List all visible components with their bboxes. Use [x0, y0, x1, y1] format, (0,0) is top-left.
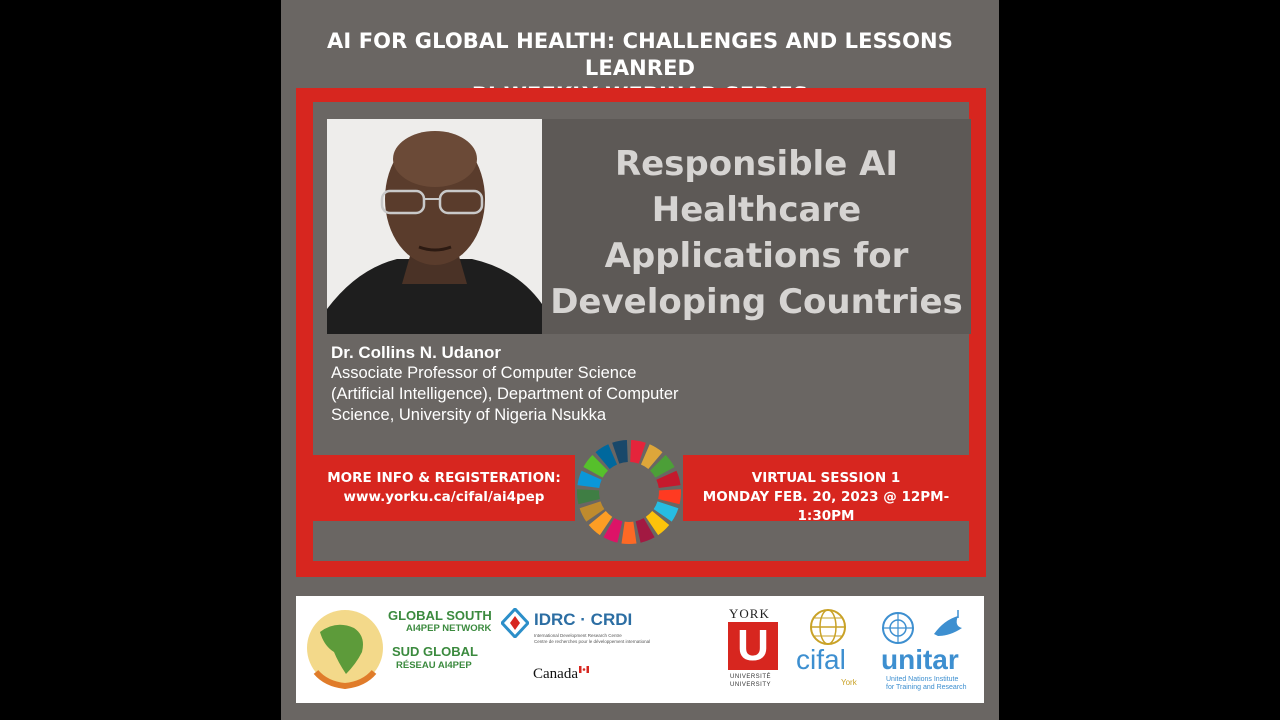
- speaker-portrait-image: [327, 119, 542, 334]
- unitar-sub1: United Nations Institute: [886, 676, 959, 683]
- red-frame: [296, 88, 986, 577]
- talk-title: [542, 141, 971, 325]
- webinar-poster: [281, 0, 999, 720]
- canada-flag-icon: [579, 666, 589, 673]
- cifal-sub: York: [841, 678, 857, 687]
- speaker-affiliation-line: (Artificial Intelligence), Department of Computer: [331, 385, 679, 403]
- cifal-wordmark: cifal: [796, 644, 846, 675]
- unitar-sub2: for Training and Research: [886, 684, 967, 691]
- sdg-wheel-icon: [576, 439, 682, 545]
- speaker-affiliation-line: Science, University of Nigeria Nsukka: [331, 406, 607, 424]
- canada-wordmark: Canada: [533, 666, 578, 682]
- gs-line1: GLOBAL SOUTH: [388, 608, 492, 623]
- dove-icon: [928, 606, 968, 646]
- talk-title-line: Applications for: [604, 236, 909, 276]
- session-band: [683, 455, 969, 524]
- global-south-globe-icon: [306, 602, 384, 694]
- york-u-logo: U: [728, 622, 778, 670]
- talk-title-line: Healthcare: [651, 190, 862, 230]
- speaker-name: Dr. Collins N. Udanor: [331, 343, 502, 362]
- sdg-wheel-segment: [621, 522, 636, 544]
- talk-title-line: Developing Countries: [550, 282, 963, 322]
- registration-label: MORE INFO & REGISTERATION:: [327, 470, 561, 486]
- gs-line3: SUD GLOBAL: [392, 644, 478, 659]
- speaker-info: [331, 342, 679, 426]
- york-wordmark: YORK: [729, 606, 770, 621]
- idrc-subtitle: International Development Research Centre: [534, 633, 622, 638]
- registration-band: [313, 455, 575, 521]
- speaker-photo: [327, 119, 542, 334]
- idrc-leaf-icon: [501, 608, 529, 638]
- session-date: MONDAY FEB. 20, 2023 @ 12PM-1:30PM: [702, 489, 950, 524]
- sdg-wheel-segment: [577, 489, 600, 504]
- talk-title-line: Responsible AI: [614, 144, 899, 184]
- un-emblem-icon: [880, 610, 916, 646]
- content-panel: [313, 102, 969, 561]
- sdg-wheel-center: [600, 463, 658, 521]
- idrc-subtitle-fr: Centre de recherches pour le développement international: [534, 639, 651, 644]
- york-sub2: UNIVERSITY: [730, 682, 772, 688]
- series-title: AI FOR GLOBAL HEALTH: CHALLENGES AND LESSONS LEANRED: [327, 29, 953, 80]
- cifal-globe-icon: [809, 608, 847, 646]
- idrc-name: IDRC · CRDI: [534, 610, 633, 629]
- unitar-wordmark: unitar: [881, 644, 959, 675]
- session-label: VIRTUAL SESSION 1: [751, 470, 901, 486]
- talk-title-box: [542, 119, 971, 334]
- york-sub1: UNIVERSITÉ: [730, 674, 772, 680]
- sdg-wheel-segment: [658, 489, 681, 504]
- gs-line2: AI4PEP NETWORK: [406, 623, 492, 634]
- partner-logos: [296, 596, 984, 703]
- registration-url[interactable]: www.yorku.ca/cifal/ai4pep: [343, 489, 545, 505]
- speaker-affiliation-line: Associate Professor of Computer Science: [331, 364, 637, 382]
- gs-line4: RÉSEAU AI4PEP: [396, 660, 472, 671]
